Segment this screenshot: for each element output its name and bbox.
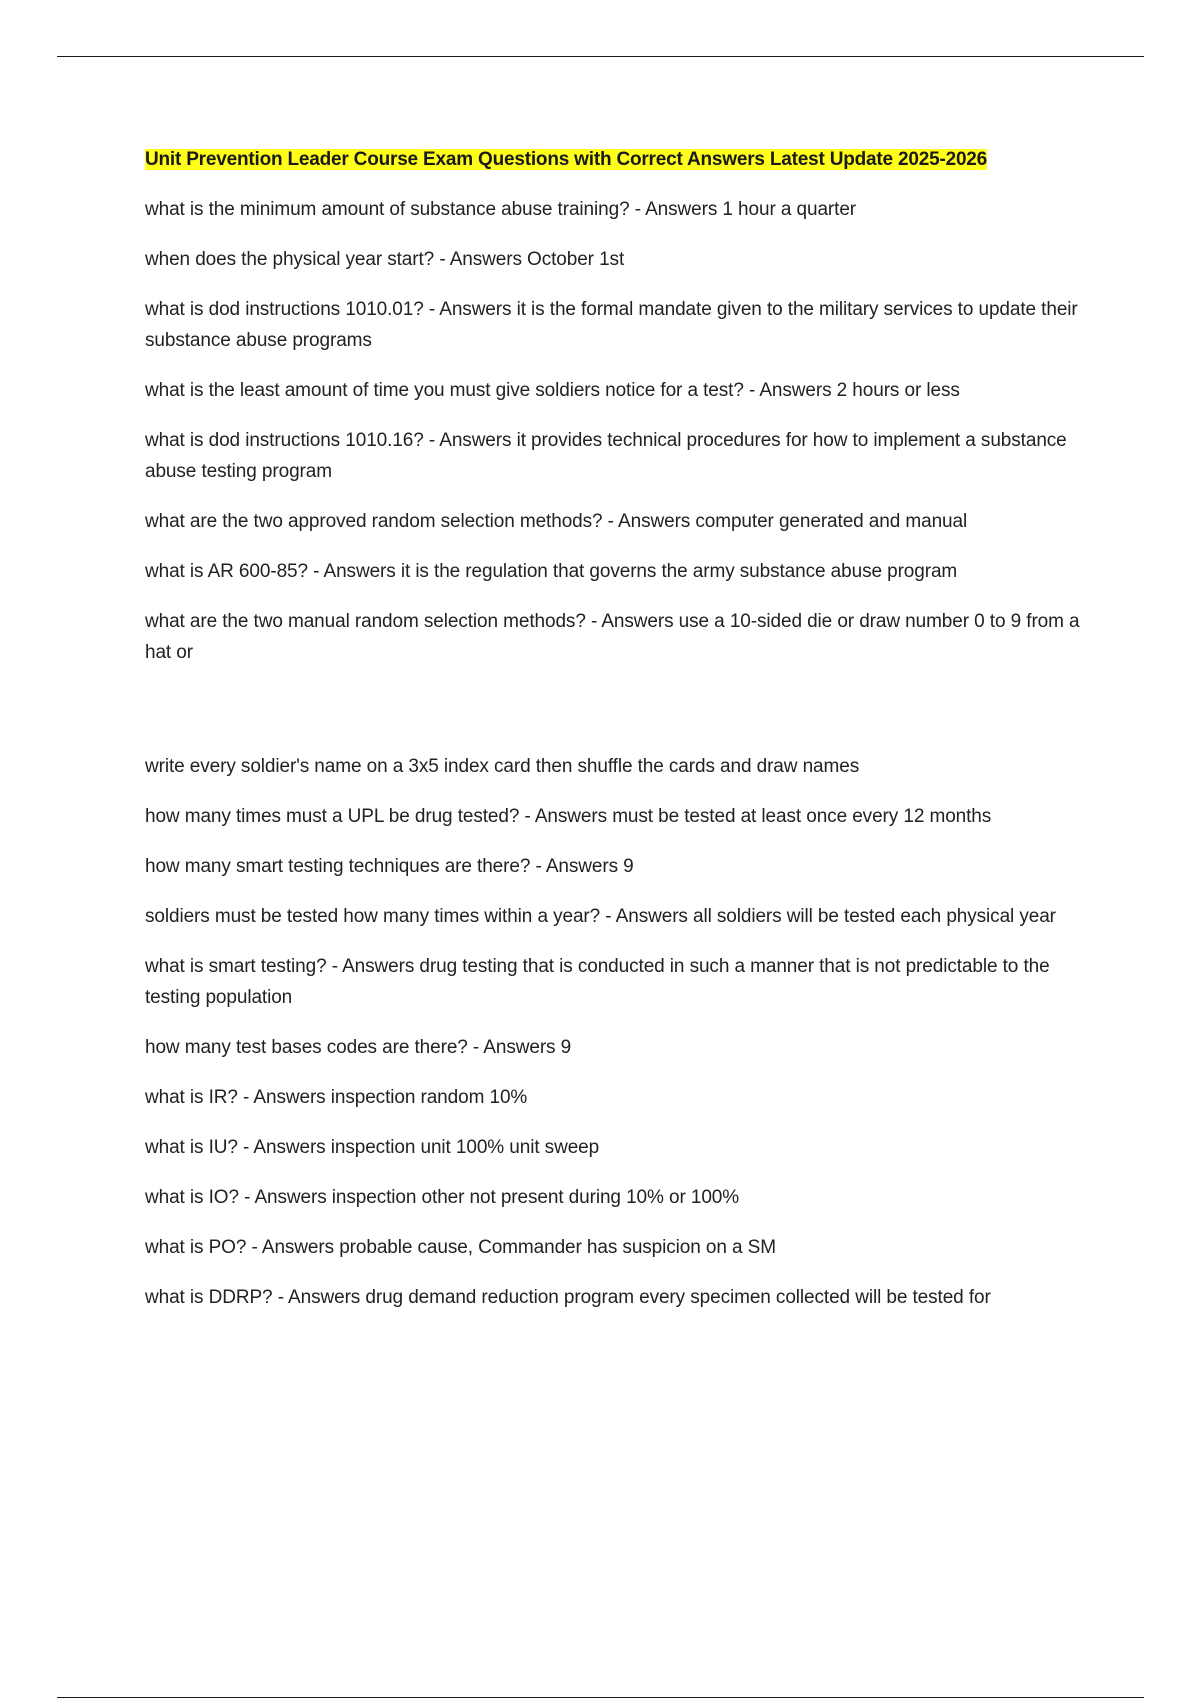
qa-item: how many times must a UPL be drug tested? - Answers must be tested at least once every 12 months (145, 806, 992, 827)
qa-item: what is the least amount of time you must give soldiers notice for a test? - Answers 2 hours or less (145, 380, 960, 401)
qa-item: what are the two approved random selection methods? - Answers computer generated and manual (145, 511, 968, 532)
qa-item: what is dod instructions 1010.01? - Answers it is the formal mandate given to the military services to update their substance abuse programs (145, 299, 1078, 351)
qa-item: what is smart testing? - Answers drug testing that is conducted in such a manner that is not predictable to the testing population (145, 956, 1050, 1008)
document-title-wrap (145, 146, 1090, 174)
qa-item: what is DDRP? - Answers drug demand reduction program every specimen collected will be tested for (145, 1287, 991, 1308)
qa-item: how many test bases codes are there? - Answers 9 (145, 1037, 572, 1058)
qa-item: what is PO? - Answers probable cause, Commander has suspicion on a SM (145, 1237, 776, 1258)
qa-item: what is IO? - Answers inspection other not present during 10% or 100% (145, 1187, 740, 1208)
header-rule (57, 56, 1144, 57)
document-body (145, 146, 1090, 1332)
qa-item: soldiers must be tested how many times within a year? - Answers all soldiers will be tested each physical year (145, 906, 1056, 927)
qa-item: what are the two manual random selection methods? - Answers use a 10-sided die or draw number 0 to 9 from a hat or (145, 611, 1080, 663)
qa-item: write every soldier's name on a 3x5 index card then shuffle the cards and draw names (145, 756, 860, 777)
qa-item: what is AR 600-85? - Answers it is the regulation that governs the army substance abuse program (145, 561, 958, 582)
document-title: Unit Prevention Leader Course Exam Questions with Correct Answers Latest Update 2025-2026 (145, 149, 988, 170)
qa-item: when does the physical year start? - Answers October 1st (145, 249, 625, 270)
footer-rule (57, 1697, 1144, 1698)
qa-item: what is dod instructions 1010.16? - Answers it provides technical procedures for how to implement a substance abuse testing program (145, 430, 1067, 482)
qa-item: what is IR? - Answers inspection random 10% (145, 1087, 528, 1108)
qa-item: what is IU? - Answers inspection unit 100% unit sweep (145, 1137, 600, 1158)
qa-item: what is the minimum amount of substance abuse training? - Answers 1 hour a quarter (145, 199, 857, 220)
qa-item: how many smart testing techniques are there? - Answers 9 (145, 856, 634, 877)
